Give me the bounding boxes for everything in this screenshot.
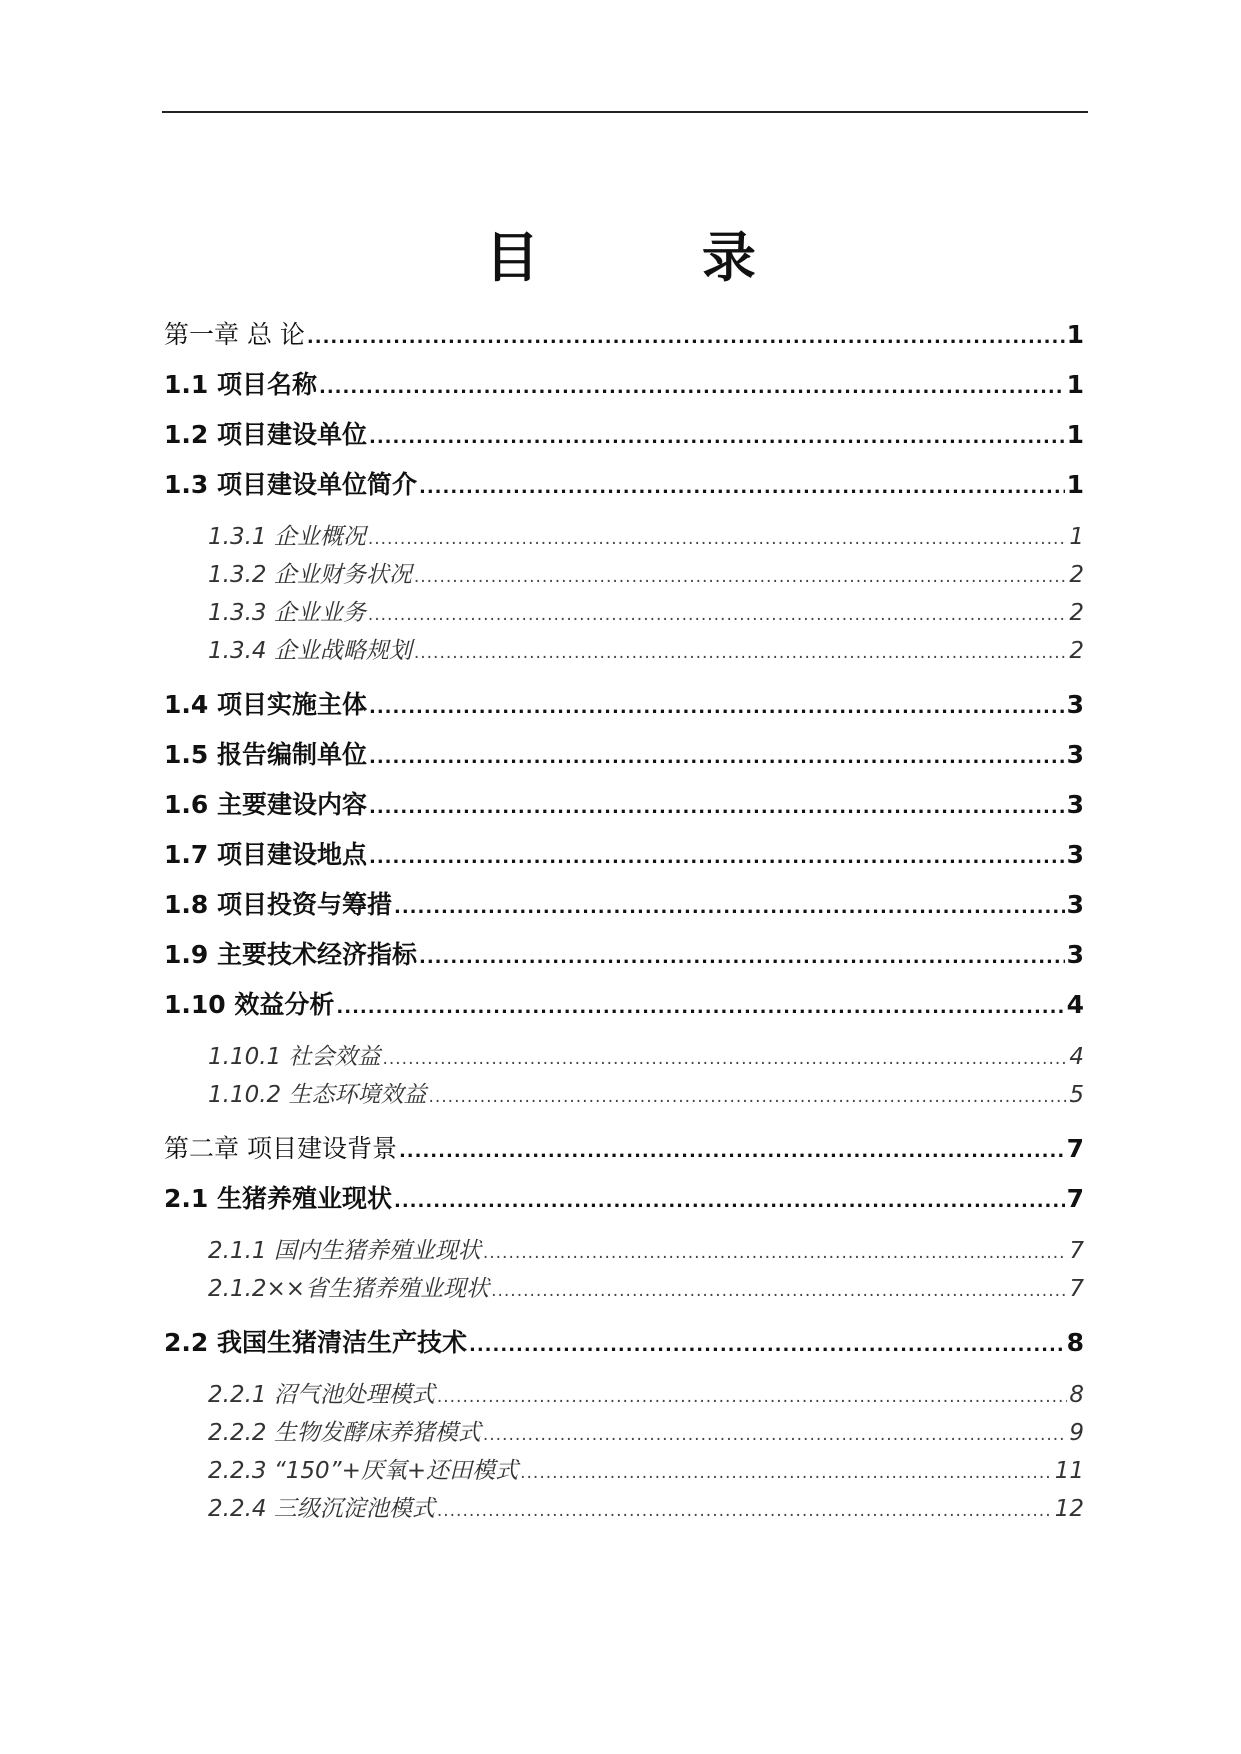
toc-page-number: 2 [1069,600,1084,626]
toc-entry-label: 1.6 主要建设内容 [164,790,367,819]
toc-page-number: 3 [1066,790,1084,819]
toc-entry[interactable] [164,368,1084,402]
toc-entry-label: 1.8 项目投资与筹措 [164,890,392,919]
toc-entry-label: 1.3.3 企业业务 [208,600,366,626]
toc-entry-label: 2.2 我国生猪清洁生产技术 [164,1328,467,1357]
toc-dot-leader [369,799,1065,822]
toc-entry[interactable] [164,838,1084,872]
toc-subentry[interactable] [208,1494,1084,1524]
toc-subentry[interactable] [208,1236,1084,1266]
toc-dot-leader [369,699,1065,722]
toc-entry-label: 1.3 项目建设单位简介 [164,470,417,499]
toc-entry[interactable] [164,788,1084,822]
toc-page-number: 1 [1066,470,1084,499]
toc-dot-leader [394,899,1065,922]
toc-subentry[interactable] [208,1456,1084,1486]
toc-entry[interactable] [164,938,1084,972]
toc-page-number: 7 [1066,1184,1084,1213]
toc-entry[interactable] [164,888,1084,922]
toc-page-number: 7 [1069,1276,1084,1302]
toc-dot-leader [520,1465,1053,1486]
page-title: 目 录 [485,225,828,289]
toc-entry[interactable] [164,1132,1084,1166]
toc-page-number: 2 [1069,562,1084,588]
toc-entry[interactable] [164,988,1084,1022]
toc-subentry[interactable] [208,1274,1084,1304]
toc-page-number: 2 [1069,638,1084,664]
toc-page-number: 1 [1066,420,1084,449]
toc-dot-leader [399,1143,1065,1166]
toc-entry-label: 1.2 项目建设单位 [164,420,367,449]
toc-subentry[interactable] [208,598,1084,628]
toc-dot-leader [428,1089,1067,1110]
toc-page-number: 7 [1069,1238,1084,1264]
toc-entry-label: 2.2.3 “150”+厌氧+还田模式 [208,1458,519,1484]
toc-entry-label: 第一章 总 论 [164,320,305,349]
toc-entry-label: 1.10.2 生态环境效益 [208,1082,427,1108]
toc-page-number: 9 [1069,1420,1084,1446]
toc-entry[interactable] [164,1326,1084,1360]
toc-dot-leader [307,329,1065,352]
toc-page-number: 3 [1066,940,1084,969]
toc-page-number: 7 [1066,1134,1084,1163]
toc-dot-leader [368,531,1068,552]
toc-dot-leader [419,479,1065,502]
toc-entry-label: 1.7 项目建设地点 [164,840,367,869]
toc-dot-leader [368,607,1068,628]
toc-entry[interactable] [164,738,1084,772]
toc-entry-label: 1.3.4 企业战略规划 [208,638,412,664]
toc-subentry[interactable] [208,1080,1084,1110]
toc-dot-leader [469,1337,1065,1360]
toc-dot-leader [419,949,1065,972]
toc-dot-leader [414,645,1068,666]
toc-dot-leader [483,1427,1068,1448]
toc-dot-leader [336,999,1064,1022]
toc-page-number: 3 [1066,840,1084,869]
toc-dot-leader [414,569,1068,590]
toc-page-number: 12 [1054,1496,1084,1522]
toc-subentry[interactable] [208,560,1084,590]
toc-entry-label: 2.2.1 沼气池处理模式 [208,1382,435,1408]
toc-entry-label: 1.5 报告编制单位 [164,740,367,769]
toc-dot-leader [483,1245,1068,1266]
toc-page-number: 8 [1066,1328,1084,1357]
toc-dot-leader [369,849,1065,872]
toc-entry-label: 2.1.1 国内生猪养殖业现状 [208,1238,481,1264]
toc-page-number: 8 [1069,1382,1084,1408]
toc-dot-leader [319,379,1065,402]
toc-entry-label: 1.10 效益分析 [164,990,335,1019]
toc-entry-label: 第二章 项目建设背景 [164,1134,397,1163]
toc-entry-label: 1.4 项目实施主体 [164,690,367,719]
toc-entry[interactable] [164,688,1084,722]
toc-entry-label: 1.3.1 企业概况 [208,524,366,550]
toc-subentry[interactable] [208,1380,1084,1410]
toc-dot-leader [394,1193,1065,1216]
toc-subentry[interactable] [208,1042,1084,1072]
toc-entry[interactable] [164,418,1084,452]
toc-entry-label: 2.1 生猪养殖业现状 [164,1184,392,1213]
toc-page-number: 11 [1054,1458,1084,1484]
toc-page-number: 4 [1069,1044,1084,1070]
toc-entry[interactable] [164,468,1084,502]
toc-page-number: 1 [1066,320,1084,349]
toc-dot-leader [437,1389,1068,1410]
toc-page-number: 1 [1066,370,1084,399]
toc-page-number: 3 [1066,740,1084,769]
toc-entry-label: 1.1 项目名称 [164,370,317,399]
toc-dot-leader [369,749,1065,772]
toc-entry-label: 1.9 主要技术经济指标 [164,940,417,969]
toc-subentry[interactable] [208,636,1084,666]
toc-entry-label: 2.2.2 生物发酵床养猪模式 [208,1420,481,1446]
toc-entry-label: 2.2.4 三级沉淀池模式 [208,1496,435,1522]
toc-page-number: 5 [1069,1082,1084,1108]
toc-subentry[interactable] [208,522,1084,552]
toc-page-number: 4 [1066,990,1084,1019]
toc-subentry[interactable] [208,1418,1084,1448]
toc-entry[interactable] [164,1182,1084,1216]
toc-entry[interactable] [164,318,1084,352]
toc-dot-leader [369,429,1065,452]
toc-dot-leader [382,1051,1067,1072]
toc-entry-label: 2.1.2××省生猪养殖业现状 [208,1276,490,1302]
toc-page-number: 3 [1066,690,1084,719]
toc-page-number: 3 [1066,890,1084,919]
toc-dot-leader [437,1503,1053,1524]
toc-dot-leader [491,1283,1067,1304]
toc-entry-label: 1.10.1 社会效益 [208,1044,381,1070]
toc-entry-label: 1.3.2 企业财务状况 [208,562,412,588]
toc-page-number: 1 [1069,524,1084,550]
